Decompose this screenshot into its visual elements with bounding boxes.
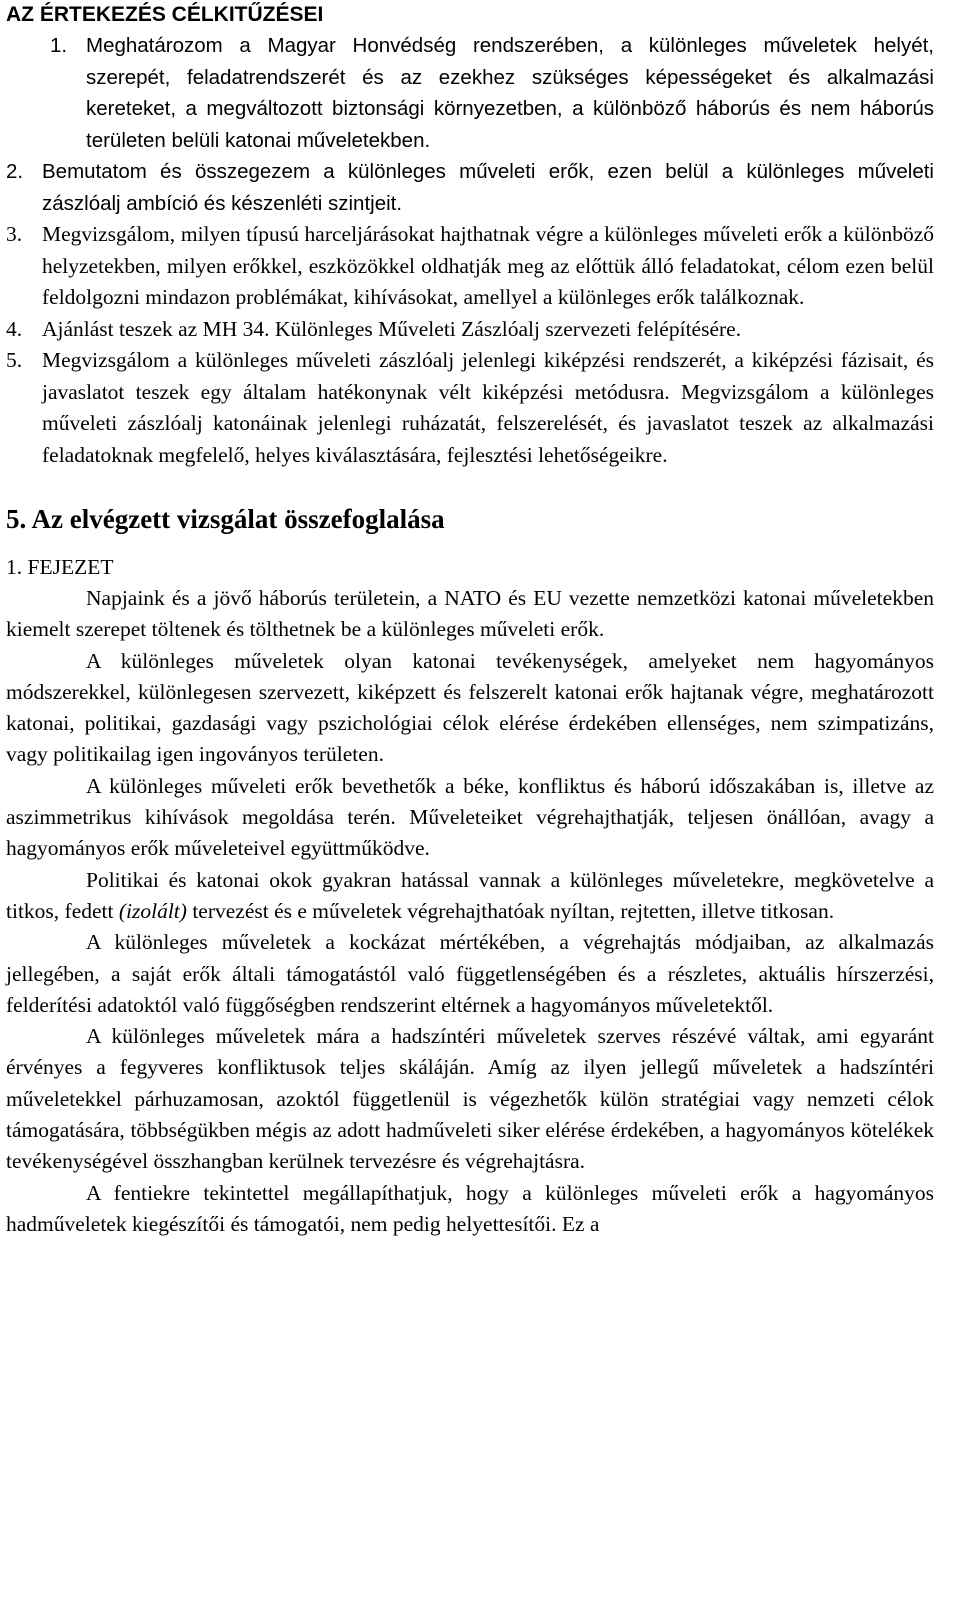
objective-number: 5. bbox=[6, 348, 23, 372]
objective-text: Ajánlást teszek az MH 34. Különleges Műveleti Zászlóalj szervezeti felépítésére. bbox=[42, 316, 742, 341]
body-paragraph: A különleges műveletek a kockázat mértékében, a végrehajtás módjaiban, az alkalmazás jellegében, a saját erők általi támogatástól való függetlenségében és a részletes, aktuális hírszerzési, felderítési adatoktól való függőségben rendszerint eltérnek a hagyományos műveletektől. bbox=[6, 930, 934, 1017]
objective-text: Megvizsgálom, milyen típusú harceljárásokat hajthatnak végre a különleges műveleti erők a különböző helyzetekben, milyen erőkkel, eszközökkel oldhatják meg az előttük álló feladatokat, célom ezen belül feldolgozni mindazon problémákat, kihívásokat, amellyel a különleges erők találkoznak. bbox=[42, 222, 934, 309]
objective-number: 4. bbox=[6, 316, 23, 341]
objective-item bbox=[6, 345, 934, 471]
objective-item bbox=[6, 156, 934, 219]
body-paragraph: A fentiekre tekintettel megállapíthatjuk, hogy a különleges műveleti erők a hagyományos hadműveletek kiegészítői és támogatói, nem pedig helyettesítői. Ez a bbox=[6, 1180, 934, 1236]
body-paragraph: A különleges műveletek mára a hadszíntéri műveletek szerves részévé váltak, ami egyaránt érvényes a fegyveres konfliktusok teljes skáláján. Amíg az ilyen jellegű műveletek a hadszíntéri műveletekkel párhuzamosan, azoktól függetlenül is végezhetők külön stratégiai vagy nemzeti célok támogatására, többségükben mégis az adott hadműveleti siker elérése érdekében, a hagyományos kötelékek tevékenységével összhangban kerülnek tervezésre és végrehajtásra. bbox=[6, 1024, 934, 1174]
objectives-list bbox=[6, 30, 934, 471]
objectives-heading: AZ ÉRTEKEZÉS CÉLKITŰZÉSEI bbox=[6, 3, 324, 26]
paragraph-text: tervezést és e műveletek végrehajthatóak nyíltan, rejtetten, illetve titkosan. bbox=[186, 898, 835, 923]
body-paragraph bbox=[6, 865, 934, 928]
chapter-label: 1. FEJEZET bbox=[6, 555, 114, 579]
body-paragraph: A különleges műveletek olyan katonai tevékenységek, amelyeket nem hagyományos módszerekkel, különlegesen szervezett, kiképzett és felszerelt katonai erők hajtanak végre, meghatározott katonai, politikai, gazdasági vagy pszichológiai célok elérése érdekében ellenséges, nem szimpatizáns, vagy politikailag igen ingoványos területen. bbox=[6, 648, 934, 767]
objective-item bbox=[6, 314, 934, 346]
body-paragraph: A különleges műveleti erők bevethetők a béke, konfliktus és háború időszakában is, illetve az aszimmetrikus kihívások megoldása terén. Műveleteiket végrehajthatják, teljesen önállóan, avagy a hagyományos erők műveleteivel együttműködve. bbox=[6, 773, 934, 861]
objective-number: 2. bbox=[6, 160, 24, 183]
paragraph-text: Politikai és katonai okok gyakran hatással vannak a különleges műveletekre, megkövetelve a titkos, fedett bbox=[6, 867, 934, 923]
objective-number: 3. bbox=[6, 222, 23, 246]
objective-text: Bemutatom és összegezem a különleges műveleti erők, ezen belül a különleges műveleti zászlóalj ambíció és készenléti szintjeit. bbox=[42, 160, 934, 215]
objective-text: Meghatározom a Magyar Honvédség rendszerében, a különleges műveletek helyét, szerepét, feladatrendszerét és az ezekhez szükséges képességeket és alkalmazási kereteket, a megváltozott biztonsági környezetben, a különböző háborús és nem háborús területen belüli katonai műveletekben. bbox=[86, 34, 934, 152]
objective-item bbox=[6, 219, 934, 314]
section-title: 5. Az elvégzett vizsgálat összefoglalása bbox=[6, 504, 445, 534]
objective-number: 1. bbox=[50, 34, 68, 57]
objective-item bbox=[6, 30, 934, 156]
body-paragraph: Napjaink és a jövő háborús területein, a NATO és EU vezette nemzetközi katonai műveletekben kiemelt szerepet töltenek és tölthetnek be a különleges műveleti erők. bbox=[6, 586, 934, 642]
italic-term: (izolált) bbox=[118, 898, 187, 923]
objective-text: Megvizsgálom a különleges műveleti zászlóalj jelenlegi kiképzési rendszerét, a kiképzési fázisait, és javaslatot teszek egy általam hatékonynak vélt kiképzési metódusra. Megvizsgálom a különleges műveleti zászlóalj katonáinak jelenlegi ruházatát, felszerelését, és javaslatot teszek az alkalmazási feladatoknak megfelelő, helyes kiválasztására, fejlesztési lehetőségeikre. bbox=[42, 348, 934, 467]
document-page bbox=[6, 0, 934, 1240]
